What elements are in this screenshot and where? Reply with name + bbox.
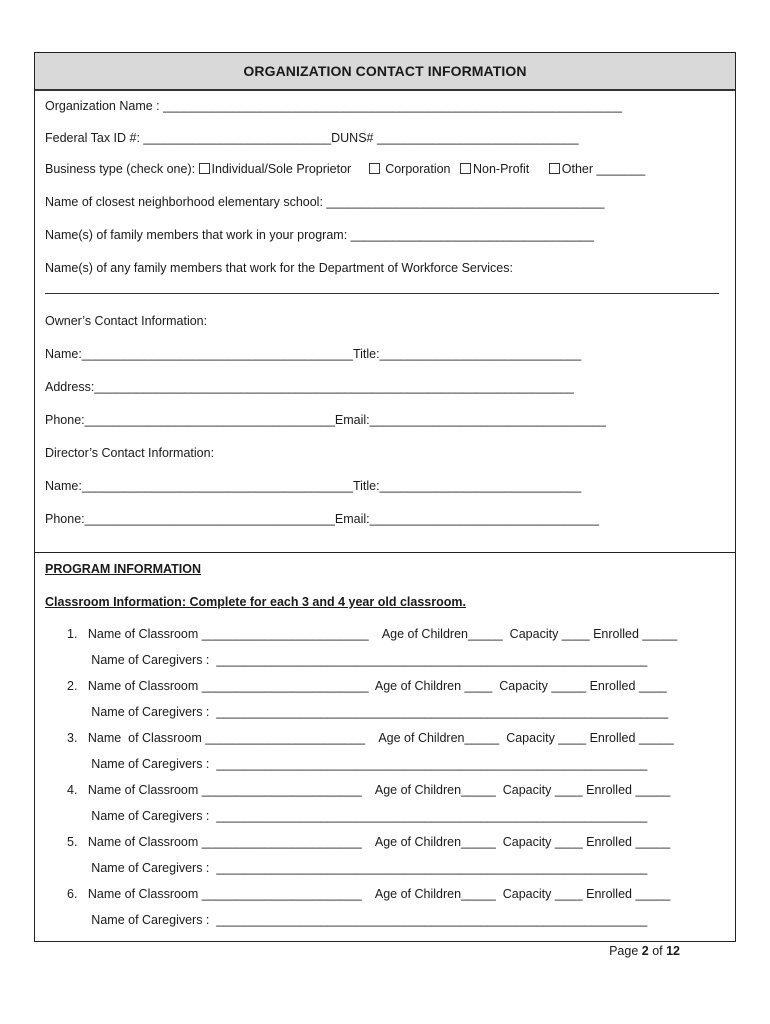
- caregivers-row[interactable]: Name of Caregivers : ______________________________________________________________: [67, 913, 648, 927]
- owner-heading: Owner’s Contact Information:: [45, 314, 208, 328]
- section-title-bar: [35, 53, 735, 91]
- classroom-row[interactable]: 4. Name of Classroom _______________________ Age of Children_____ Capacity ____ Enrolled _____: [67, 783, 671, 797]
- checkbox-other[interactable]: [549, 163, 560, 174]
- classroom-row[interactable]: 3. Name of Classroom _______________________ Age of Children_____ Capacity ____ Enrolled _____: [67, 731, 674, 745]
- tax-id-duns-field[interactable]: Federal Tax ID #: ___________________________DUNS# _____________________________: [45, 131, 579, 145]
- owner-address-field[interactable]: Address:_____________________________________________________________________: [45, 380, 575, 394]
- director-name-title-field[interactable]: Name:_______________________________________Title:_____________________________: [45, 479, 582, 493]
- checkbox-individual[interactable]: [199, 163, 210, 174]
- checkbox-non-profit[interactable]: [460, 163, 471, 174]
- school-field[interactable]: Name of closest neighborhood elementary school: ________________________________________: [45, 195, 605, 209]
- family-program-field[interactable]: Name(s) of family members that work in your program: ___________________________________: [45, 228, 594, 242]
- director-heading: Director’s Contact Information:: [45, 446, 215, 460]
- caregivers-row[interactable]: Name of Caregivers : ______________________________________________________________: [67, 653, 648, 667]
- page-title: ORGANIZATION CONTACT INFORMATION: [243, 63, 527, 79]
- classroom-row[interactable]: 5. Name of Classroom _______________________ Age of Children_____ Capacity ____ Enrolled _____: [67, 835, 671, 849]
- page-of: of: [648, 944, 667, 958]
- checkbox-corporation[interactable]: [369, 163, 380, 174]
- page-total: 12: [666, 944, 680, 958]
- page-number: [609, 944, 680, 958]
- option-corporation-label: Corporation: [385, 162, 451, 176]
- option-other-label: Other _______: [561, 162, 646, 176]
- section-divider: [35, 552, 735, 553]
- page-prefix: Page: [609, 944, 642, 958]
- form-sheet: [34, 52, 736, 942]
- family-dws-label: Name(s) of any family members that work for the Department of Workforce Services:: [45, 261, 513, 275]
- family-dws-input-line[interactable]: [45, 277, 719, 294]
- classroom-info-subheading: Classroom Information: Complete for each 3 and 4 year old classroom.: [45, 595, 466, 609]
- program-info-heading: PROGRAM INFORMATION: [45, 562, 202, 576]
- business-type-label: Business type (check one):: [45, 162, 199, 176]
- business-type-row: [45, 161, 645, 177]
- org-name-field[interactable]: Organization Name : __________________________________________________________________: [45, 99, 622, 113]
- classroom-row[interactable]: 1. Name of Classroom ________________________ Age of Children_____ Capacity ____ Enrolled _____: [67, 627, 678, 641]
- owner-name-title-field[interactable]: Name:_______________________________________Title:_____________________________: [45, 347, 582, 361]
- option-non-profit-label: Non-Profit: [473, 162, 530, 176]
- caregivers-row[interactable]: Name of Caregivers : ______________________________________________________________: [67, 809, 648, 823]
- caregivers-row[interactable]: Name of Caregivers : ______________________________________________________________: [67, 861, 648, 875]
- caregivers-row[interactable]: Name of Caregivers : _________________________________________________________________: [67, 705, 669, 719]
- classroom-row[interactable]: 2. Name of Classroom ________________________ Age of Children ____ Capacity _____ Enrolled ____: [67, 679, 667, 693]
- caregivers-row[interactable]: Name of Caregivers : ______________________________________________________________: [67, 757, 648, 771]
- classroom-row[interactable]: 6. Name of Classroom _______________________ Age of Children_____ Capacity ____ Enrolled _____: [67, 887, 671, 901]
- page-current: 2: [641, 944, 649, 958]
- option-individual-label: Individual/Sole Proprietor: [211, 162, 352, 176]
- director-phone-email-field[interactable]: Phone:____________________________________Email:_________________________________: [45, 512, 600, 526]
- owner-phone-email-field[interactable]: Phone:____________________________________Email:__________________________________: [45, 413, 606, 427]
